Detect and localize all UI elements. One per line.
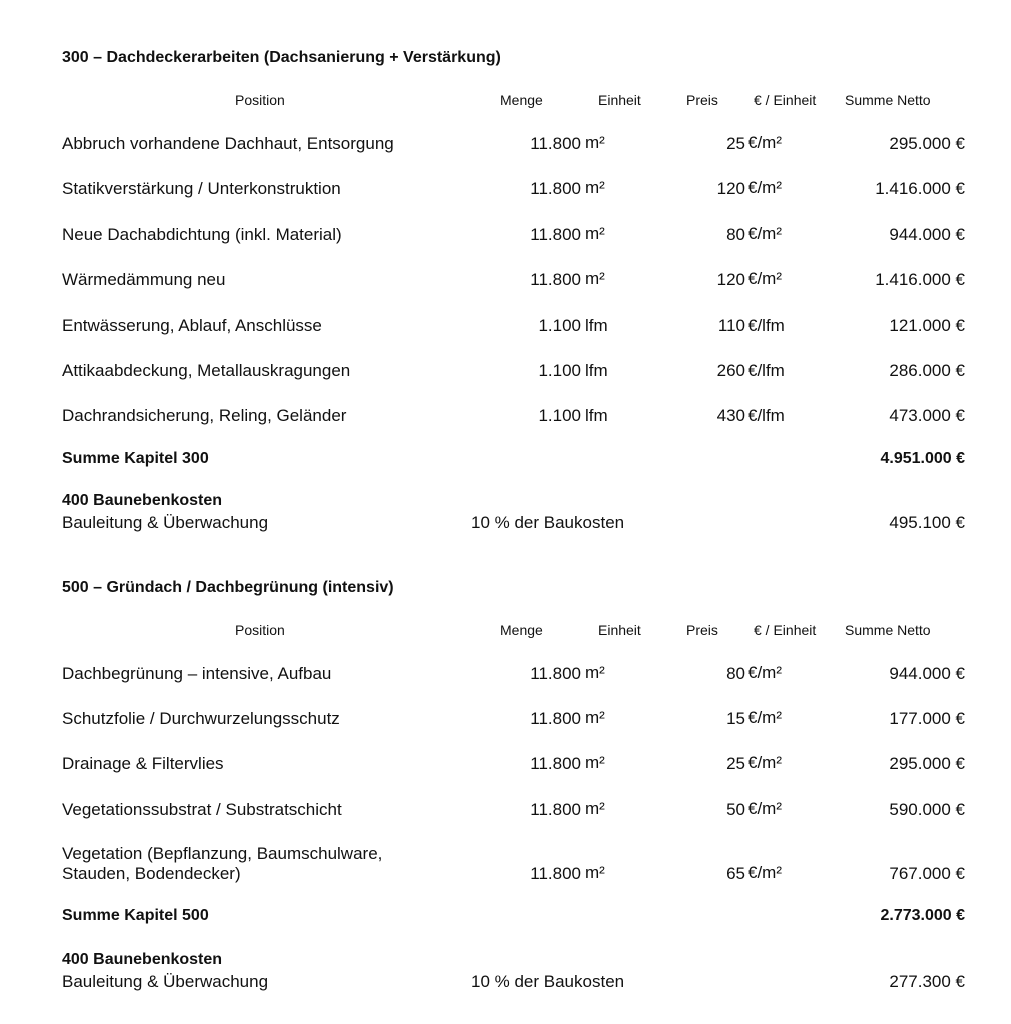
nebenkosten-value: 277.300 € — [889, 972, 965, 991]
nebenkosten-value: 495.100 € — [889, 513, 965, 532]
row-summe: 944.000 € — [889, 225, 965, 244]
row-summe: 295.000 € — [889, 134, 965, 153]
row-eur-einheit: €/m² — [748, 133, 782, 152]
row-preis: 80 — [726, 225, 745, 244]
row-position: Dachrandsicherung, Reling, Geländer — [62, 406, 347, 425]
total-value: 2.773.000 € — [880, 907, 965, 924]
row-eur-einheit: €/m² — [748, 269, 782, 288]
row-eur-einheit: €/m² — [748, 663, 782, 682]
row-menge: 11.800 — [530, 134, 581, 153]
row-einheit: m² — [585, 178, 605, 197]
row-einheit: lfm — [585, 361, 608, 380]
section-title: 300 – Dachdeckerarbeiten (Dachsanierung + Verstärkung) — [62, 49, 501, 66]
row-eur-einheit: €/lfm — [748, 316, 785, 335]
row-eur-einheit: €/lfm — [748, 361, 785, 380]
header-einheit: Einheit — [598, 92, 641, 108]
nebenkosten-basis: 10 % der Baukosten — [471, 972, 625, 991]
header-summe: Summe Netto — [845, 622, 931, 638]
row-preis: 110 — [717, 316, 745, 335]
row-einheit: m² — [585, 799, 605, 818]
row-eur-einheit: €/m² — [748, 753, 782, 772]
header-menge: Menge — [500, 622, 543, 638]
row-einheit: m² — [585, 708, 605, 727]
header-eur-einheit: € / Einheit — [754, 622, 817, 638]
row-summe: 767.000 € — [889, 864, 965, 883]
row-position: Abbruch vorhandene Dachhaut, Entsorgung — [62, 134, 394, 153]
row-position: Wärmedämmung neu — [62, 270, 226, 289]
row-preis: 120 — [716, 179, 745, 198]
header-einheit: Einheit — [598, 622, 641, 638]
row-position: Vegetation (Bepflanzung, Baumschulware, — [62, 844, 383, 863]
row-menge: 1.100 — [538, 406, 581, 425]
header-preis: Preis — [686, 622, 718, 638]
section-title: 500 – Gründach / Dachbegrünung (intensiv) — [62, 579, 394, 596]
row-preis: 260 — [716, 361, 745, 380]
nebenkosten-label: Bauleitung & Überwachung — [62, 513, 269, 532]
row-eur-einheit: €/lfm — [748, 406, 785, 425]
row-summe: 121.000 € — [889, 316, 965, 335]
row-preis: 120 — [716, 270, 745, 289]
row-summe: 295.000 € — [889, 754, 965, 773]
row-menge: 11.800 — [530, 754, 581, 773]
row-preis: 15 — [726, 709, 745, 728]
row-preis: 50 — [726, 800, 745, 819]
row-einheit: m² — [585, 269, 605, 288]
row-einheit: lfm — [585, 406, 608, 425]
row-position-line2: Stauden, Bodendecker) — [62, 864, 241, 883]
row-preis: 65 — [726, 864, 745, 883]
row-position: Entwässerung, Ablauf, Anschlüsse — [62, 316, 322, 335]
header-summe: Summe Netto — [845, 92, 931, 108]
row-eur-einheit: €/m² — [748, 863, 782, 882]
row-position: Vegetationssubstrat / Substratschicht — [62, 800, 342, 819]
row-menge: 11.800 — [530, 800, 581, 819]
row-preis: 25 — [726, 134, 745, 153]
row-eur-einheit: €/m² — [748, 799, 782, 818]
row-summe: 177.000 € — [889, 709, 965, 728]
row-einheit: m² — [585, 663, 605, 682]
row-einheit: m² — [585, 133, 605, 152]
row-position: Neue Dachabdichtung (inkl. Material) — [62, 225, 342, 244]
row-menge: 11.800 — [530, 225, 581, 244]
row-menge: 11.800 — [530, 179, 581, 198]
row-einheit: m² — [585, 224, 605, 243]
row-position: Attikaabdeckung, Metallauskragungen — [62, 361, 351, 380]
nebenkosten-basis: 10 % der Baukosten — [471, 513, 625, 532]
row-eur-einheit: €/m² — [748, 708, 782, 727]
row-position: Drainage & Filtervlies — [62, 754, 224, 773]
header-position: Position — [235, 92, 285, 108]
nebenkosten-title: 400 Baunebenkosten — [62, 492, 223, 509]
total-value: 4.951.000 € — [880, 450, 965, 467]
row-einheit: lfm — [585, 316, 608, 335]
row-position: Statikverstärkung / Unterkonstruktion — [62, 179, 341, 198]
row-menge: 11.800 — [530, 709, 581, 728]
row-summe: 1.416.000 € — [875, 270, 965, 289]
header-position: Position — [235, 622, 285, 638]
row-menge: 11.800 — [530, 270, 581, 289]
row-menge: 1.100 — [538, 316, 581, 335]
row-preis: 430 — [716, 406, 745, 425]
row-preis: 80 — [726, 664, 745, 683]
row-summe: 473.000 € — [889, 406, 965, 425]
row-einheit: m² — [585, 863, 605, 882]
row-eur-einheit: €/m² — [748, 178, 782, 197]
total-label: Summe Kapitel 300 — [62, 450, 209, 467]
nebenkosten-label: Bauleitung & Überwachung — [62, 972, 269, 991]
nebenkosten-title: 400 Baunebenkosten — [62, 951, 223, 968]
header-preis: Preis — [686, 92, 718, 108]
row-preis: 25 — [726, 754, 745, 773]
row-summe: 944.000 € — [889, 664, 965, 683]
row-einheit: m² — [585, 753, 605, 772]
row-summe: 590.000 € — [889, 800, 965, 819]
row-menge: 11.800 — [530, 664, 581, 683]
row-position: Schutzfolie / Durchwurzelungsschutz — [62, 709, 340, 728]
header-eur-einheit: € / Einheit — [754, 92, 817, 108]
total-label: Summe Kapitel 500 — [62, 907, 209, 924]
row-summe: 1.416.000 € — [875, 179, 965, 198]
row-eur-einheit: €/m² — [748, 224, 782, 243]
row-menge: 11.800 — [530, 864, 581, 883]
header-menge: Menge — [500, 92, 543, 108]
row-summe: 286.000 € — [889, 361, 965, 380]
row-position: Dachbegrünung – intensive, Aufbau — [62, 664, 332, 683]
row-menge: 1.100 — [538, 361, 581, 380]
